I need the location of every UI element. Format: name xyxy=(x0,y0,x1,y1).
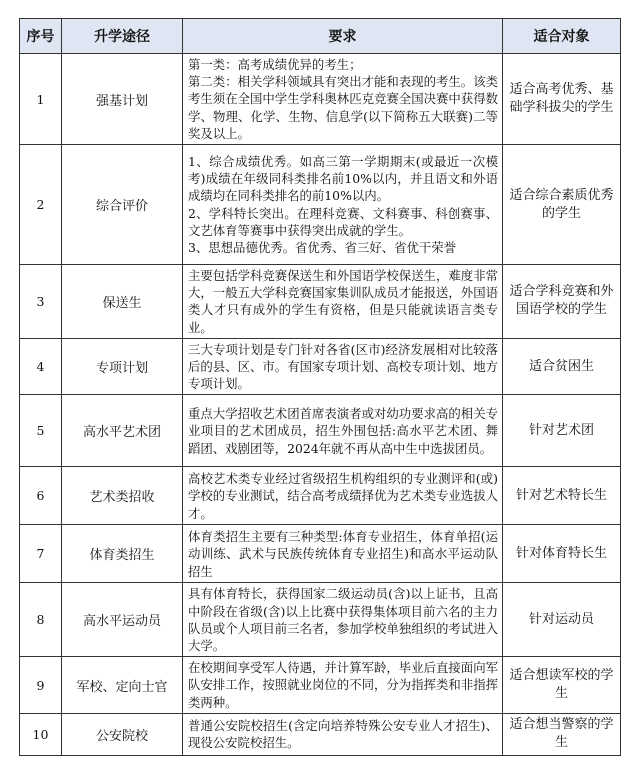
row-number: 8 xyxy=(20,583,62,657)
row-requirement: 三大专项计划是专门针对各省(区市)经济发展相对比较落后的县、区、市。有国家专项计划、高校专项计划、地方专项计划。 xyxy=(183,338,503,395)
table-row xyxy=(20,657,621,714)
row-requirement: 普通公安院校招生(含定向培养特殊公安专业人才招生)、现役公安院校招生。 xyxy=(183,713,503,755)
row-path: 艺术类招收 xyxy=(62,467,183,525)
row-target: 适合学科竞赛和外国语学校的学生 xyxy=(503,265,621,339)
row-target: 适合高考优秀、基础学科拔尖的学生 xyxy=(503,54,621,145)
row-path: 军校、定向士官 xyxy=(62,657,183,714)
row-path: 强基计划 xyxy=(62,54,183,145)
row-target: 针对体育特长生 xyxy=(503,525,621,583)
row-path: 高水平艺术团 xyxy=(62,395,183,467)
row-target: 针对运动员 xyxy=(503,583,621,657)
row-requirement: 重点大学招收艺术团首席表演者或对幼功要求高的相关专业项目的艺术团成员，招生外围包括:高水平艺术团、舞蹈团、戏剧团等，2024年就不再从高中生中选拔团员。 xyxy=(183,395,503,467)
row-target: 适合综合素质优秀的学生 xyxy=(503,145,621,265)
header-requirement: 要求 xyxy=(183,19,503,54)
table-row xyxy=(20,467,621,525)
row-number: 6 xyxy=(20,467,62,525)
row-target: 针对艺术特长生 xyxy=(503,467,621,525)
row-target: 适合想当警察的学生 xyxy=(503,713,621,755)
table-row xyxy=(20,54,621,145)
admission-paths-table xyxy=(19,18,621,756)
row-path: 体育类招生 xyxy=(62,525,183,583)
row-requirement: 主要包括学科竞赛保送生和外国语学校保送生，难度非常大，一般五大学科竞赛国家集训队成员才能报送，外国语类人才只有成外的学生有资格，但是只能就读语言类专业。 xyxy=(183,265,503,339)
row-path: 公安院校 xyxy=(62,713,183,755)
table-row xyxy=(20,583,621,657)
header-number: 序号 xyxy=(20,19,62,54)
row-path: 综合评价 xyxy=(62,145,183,265)
header-row xyxy=(20,19,621,54)
row-requirement: 体育类招生主要有三种类型:体育专业招生，体育单招(运动训练、武术与民族传统体育专业招生)和高水平运动队招生 xyxy=(183,525,503,583)
table-row xyxy=(20,338,621,395)
row-number: 4 xyxy=(20,338,62,395)
row-target: 适合想读军校的学生 xyxy=(503,657,621,714)
row-number: 10 xyxy=(20,713,62,755)
row-requirement: 高校艺术类专业经过省级招生机构组织的专业测评和(或)学校的专业测试，结合高考成绩择优为艺术类专业选拔人才。 xyxy=(183,467,503,525)
row-requirement: 在校期间享受军人待遇，并计算军龄，毕业后直接面向军队安排工作，按照就业岗位的不同，分为指挥类和非指挥类两种。 xyxy=(183,657,503,714)
row-target: 针对艺术团 xyxy=(503,395,621,467)
document-page xyxy=(19,18,620,756)
table-row xyxy=(20,525,621,583)
header-path: 升学途径 xyxy=(62,19,183,54)
row-number: 2 xyxy=(20,145,62,265)
row-number: 7 xyxy=(20,525,62,583)
row-requirement: 1、综合成绩优秀。如高三第一学期期末(或最近一次模考)成绩在年级同科类排名前10%以内，并且语文和外语成绩均在同科类排名的前10%以内。 2、学科特长突出。在理科竞赛、文科赛事、科创赛事、文艺体育等赛事中获得突出成就的学生。 3、思想品德优秀。省优秀、省三好、省优干荣誉 xyxy=(183,145,503,265)
table-row xyxy=(20,713,621,755)
row-requirement: 具有体育特长，获得国家二级运动员(含)以上证书，且高中阶段在省级(含)以上比赛中获得集体项目前六名的主力队员或个人项目前三名者，参加学校单独组织的考试进入大学。 xyxy=(183,583,503,657)
row-path: 专项计划 xyxy=(62,338,183,395)
row-number: 3 xyxy=(20,265,62,339)
header-target: 适合对象 xyxy=(503,19,621,54)
row-number: 1 xyxy=(20,54,62,145)
row-number: 5 xyxy=(20,395,62,467)
row-number: 9 xyxy=(20,657,62,714)
table-row xyxy=(20,265,621,339)
row-target: 适合贫困生 xyxy=(503,338,621,395)
row-path: 高水平运动员 xyxy=(62,583,183,657)
table-row xyxy=(20,395,621,467)
table-row xyxy=(20,145,621,265)
row-path: 保送生 xyxy=(62,265,183,339)
row-requirement: 第一类：高考成绩优异的考生； 第二类：相关学科领域具有突出才能和表现的考生。该类考生须在全国中学生学科奥林匹克竞赛全国决赛中获得数学、物理、化学、生物、信息学(以下简称五大联赛)二等奖及以上。 xyxy=(183,54,503,145)
